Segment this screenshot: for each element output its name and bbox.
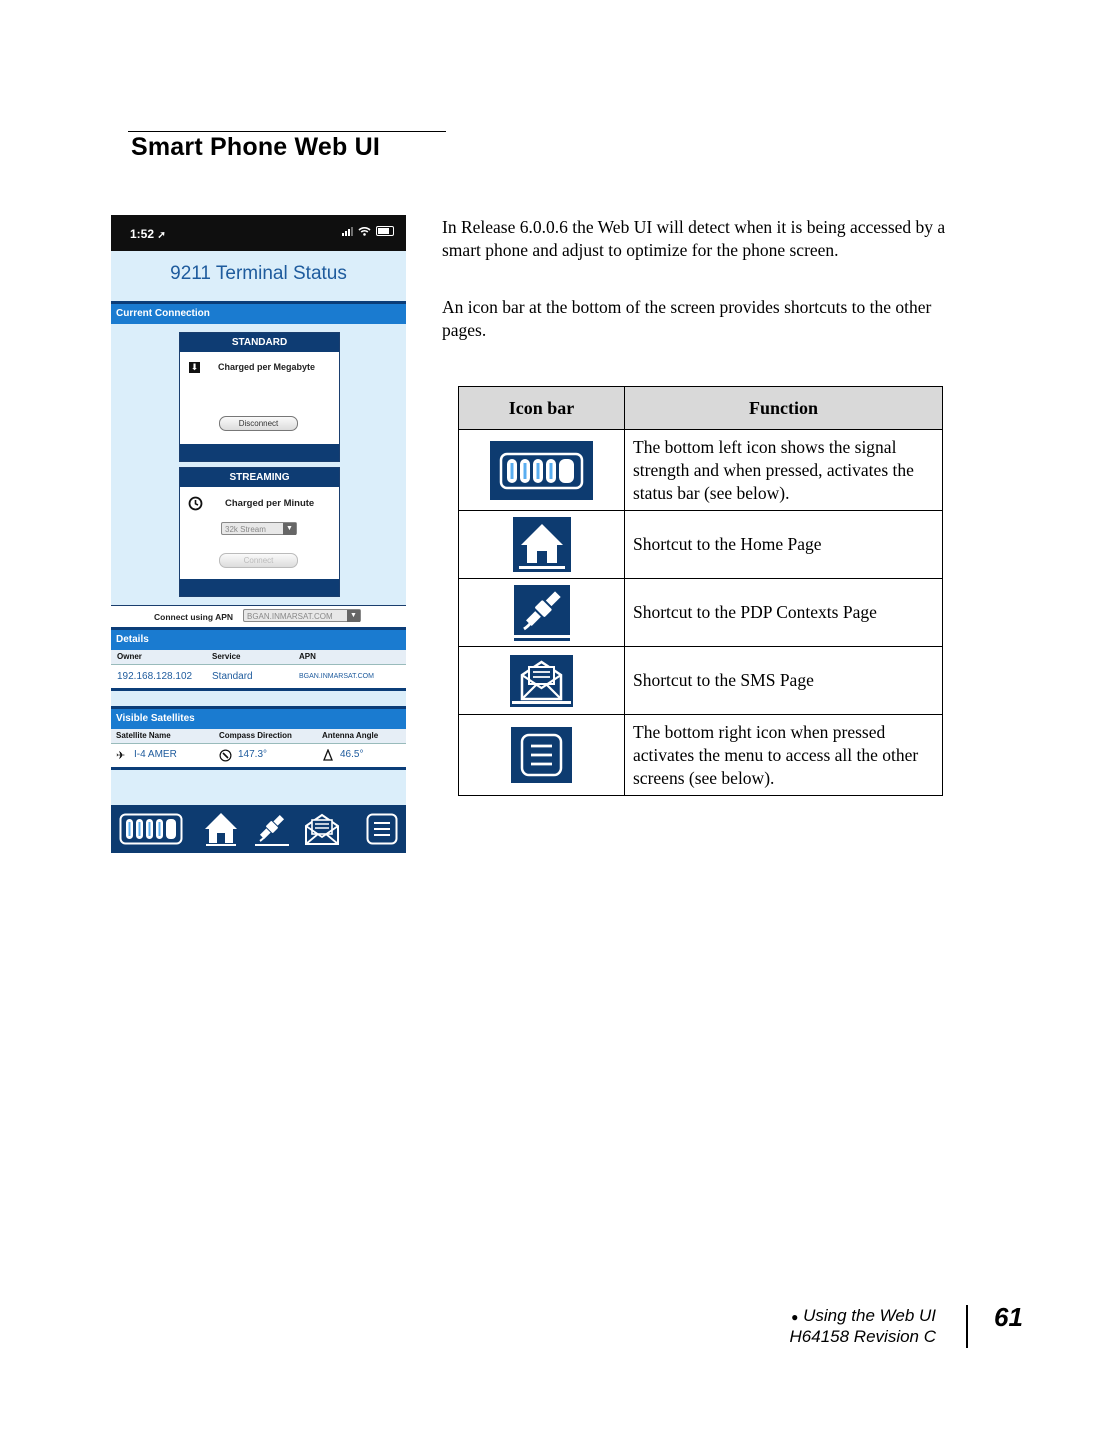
antenna-angle-value: 46.5° (340, 749, 364, 760)
phone-icon-bar (111, 805, 406, 853)
page-title: Smart Phone Web UI (131, 133, 381, 161)
stream-select[interactable] (221, 522, 297, 535)
streaming-card-footer (180, 579, 339, 596)
satellites-data-row (111, 747, 406, 767)
satellite-icon[interactable] (255, 811, 289, 847)
envelope-icon[interactable] (304, 812, 340, 846)
footer-divider (966, 1305, 968, 1348)
cellular-signal-icon (342, 226, 353, 236)
clock-icon (188, 496, 203, 511)
chevron-down-icon: ▼ (347, 610, 360, 622)
table-icon-cell (459, 430, 625, 511)
apn-select[interactable] (243, 609, 361, 622)
details-data-row (111, 669, 406, 687)
apn-row (111, 605, 406, 628)
table-row (459, 715, 943, 796)
visible-satellites-heading: Visible Satellites (111, 706, 406, 729)
table-row (459, 647, 943, 715)
chevron-down-icon: ▼ (283, 523, 296, 535)
details-heading: Details (111, 627, 406, 650)
stream-select-value: 32k Stream (225, 525, 266, 534)
intro-paragraph: In Release 6.0.0.6 the Web UI will detect when it is being accessed by a smart phone and adjust to optimize for the phone screen. (442, 217, 946, 260)
details-owner-value: 192.168.128.102 (117, 671, 193, 682)
menu-icon (511, 727, 572, 783)
signal-strength-icon (490, 441, 593, 500)
table-header-function: Function (625, 387, 943, 430)
phone-app-title: 9211 Terminal Status (170, 263, 347, 284)
table-icon-cell (459, 579, 625, 647)
table-row (459, 511, 943, 579)
standard-card-title: STANDARD (180, 333, 339, 352)
details-col-owner: Owner (117, 652, 142, 661)
table-function-text: The bottom right icon when pressed activates the menu to access all the other screens (see below). (625, 715, 943, 796)
title-rule (128, 131, 446, 132)
table-row (459, 430, 943, 511)
table-icon-cell (459, 647, 625, 715)
phone-screenshot (111, 215, 406, 853)
details-col-apn: APN (299, 652, 316, 661)
details-header-row (111, 650, 406, 665)
satellites-header-row (111, 729, 406, 744)
apn-label: Connect using APN (154, 612, 234, 622)
satellites-col-angle: Antenna Angle (322, 731, 379, 740)
details-apn-value: BGAN.INMARSAT.COM (299, 673, 374, 680)
satellite-small-icon: ✈ (116, 750, 126, 762)
bullet-icon: ● (791, 1310, 799, 1324)
satellite-name-value: I-4 AMER (134, 749, 177, 760)
apn-select-value: BGAN.INMARSAT.COM (247, 612, 333, 621)
connect-button[interactable]: Connect (219, 553, 298, 568)
compass-direction-value: 147.3° (238, 749, 268, 760)
details-table (111, 650, 406, 691)
phone-status-bar (111, 215, 406, 251)
table-icon-cell (459, 715, 625, 796)
icon-bar-table (458, 386, 943, 796)
standard-connection-card (179, 332, 340, 462)
streaming-charge-text: Charged per Minute (225, 498, 315, 509)
menu-icon[interactable] (366, 813, 398, 845)
signal-strength-icon[interactable] (119, 813, 183, 845)
icon-bar-paragraph: An icon bar at the bottom of the screen provides shortcuts to the other pages. (442, 297, 932, 340)
phone-clock: 1:52 ➚ (130, 227, 166, 241)
table-function-text: Shortcut to the Home Page (625, 511, 943, 579)
current-connection-heading: Current Connection (111, 301, 406, 324)
standard-card-footer (180, 444, 339, 461)
table-function-text: Shortcut to the SMS Page (625, 647, 943, 715)
home-icon (513, 517, 571, 572)
table-row (459, 579, 943, 647)
disconnect-button[interactable]: Disconnect (219, 416, 298, 431)
home-icon[interactable] (204, 811, 238, 847)
table-header-icon-bar: Icon bar (459, 387, 625, 430)
satellite-icon (514, 585, 570, 641)
table-function-text: Shortcut to the PDP Contexts Page (625, 579, 943, 647)
download-icon: ⬇ (190, 362, 199, 372)
footer-section (636, 1306, 936, 1326)
satellites-col-name: Satellite Name (116, 731, 171, 740)
page-number: 61 (994, 1302, 1023, 1332)
envelope-icon (510, 655, 573, 707)
table-header-row (459, 387, 943, 430)
battery-icon (376, 226, 394, 236)
antenna-angle-icon (322, 749, 334, 761)
details-col-service: Service (212, 652, 241, 661)
phone-status-icons (342, 226, 394, 236)
details-service-value: Standard (212, 671, 253, 682)
satellites-col-compass: Compass Direction (219, 731, 292, 740)
satellites-table (111, 729, 406, 770)
table-function-text: The bottom left icon shows the signal strength and when pressed, activates the status bar (see below). (625, 430, 943, 511)
streaming-connection-card (179, 467, 340, 597)
footer-section-text: Using the Web UI (803, 1306, 936, 1325)
wifi-icon (358, 226, 371, 236)
footer-doc-id: H64158 Revision C (789, 1327, 936, 1346)
table-icon-cell (459, 511, 625, 579)
compass-icon (219, 749, 232, 762)
streaming-card-title: STREAMING (180, 468, 339, 487)
standard-charge-text: Charged per Megabyte (218, 362, 316, 372)
